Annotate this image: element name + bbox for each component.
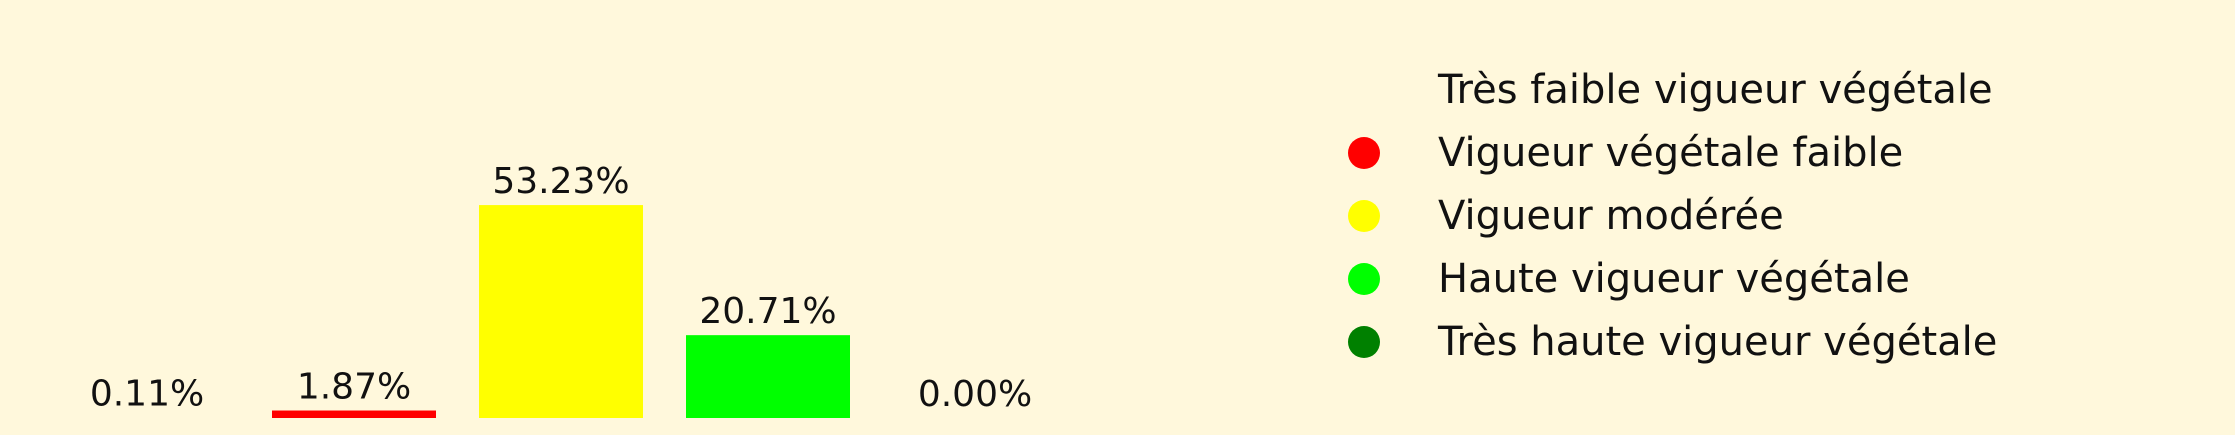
legend-label: Vigueur végétale faible: [1438, 129, 1904, 176]
bar-label-4: 20.71%: [699, 291, 837, 333]
legend-swatch: [1348, 263, 1380, 295]
bar-label-5: 0.00%: [917, 374, 1033, 415]
legend-item-moderee: [1348, 184, 1997, 247]
legend-swatch: [1348, 326, 1380, 358]
legend: [1348, 58, 1997, 373]
legend-label: Très faible vigueur végétale: [1438, 66, 1993, 113]
bar-label-2: 1.87%: [296, 366, 412, 408]
legend-swatch: [1348, 200, 1380, 232]
bar-label-3: 53.23%: [492, 161, 630, 203]
bar-label-1: 0.11%: [89, 373, 205, 415]
legend-item-tres-faible: [1348, 58, 1997, 121]
bar-2: [272, 411, 436, 418]
legend-label: Très haute vigueur végétale: [1438, 318, 1998, 365]
bar-3: [479, 205, 643, 418]
bar-4: [686, 335, 850, 418]
legend-swatch: [1348, 74, 1380, 106]
legend-swatch: [1348, 137, 1380, 169]
legend-item-tres-haute: [1348, 310, 1997, 373]
legend-item-faible: [1348, 121, 1997, 184]
legend-label: Vigueur modérée: [1438, 192, 1784, 239]
legend-item-haute: [1348, 247, 1997, 310]
legend-label: Haute vigueur végétale: [1438, 255, 1910, 302]
